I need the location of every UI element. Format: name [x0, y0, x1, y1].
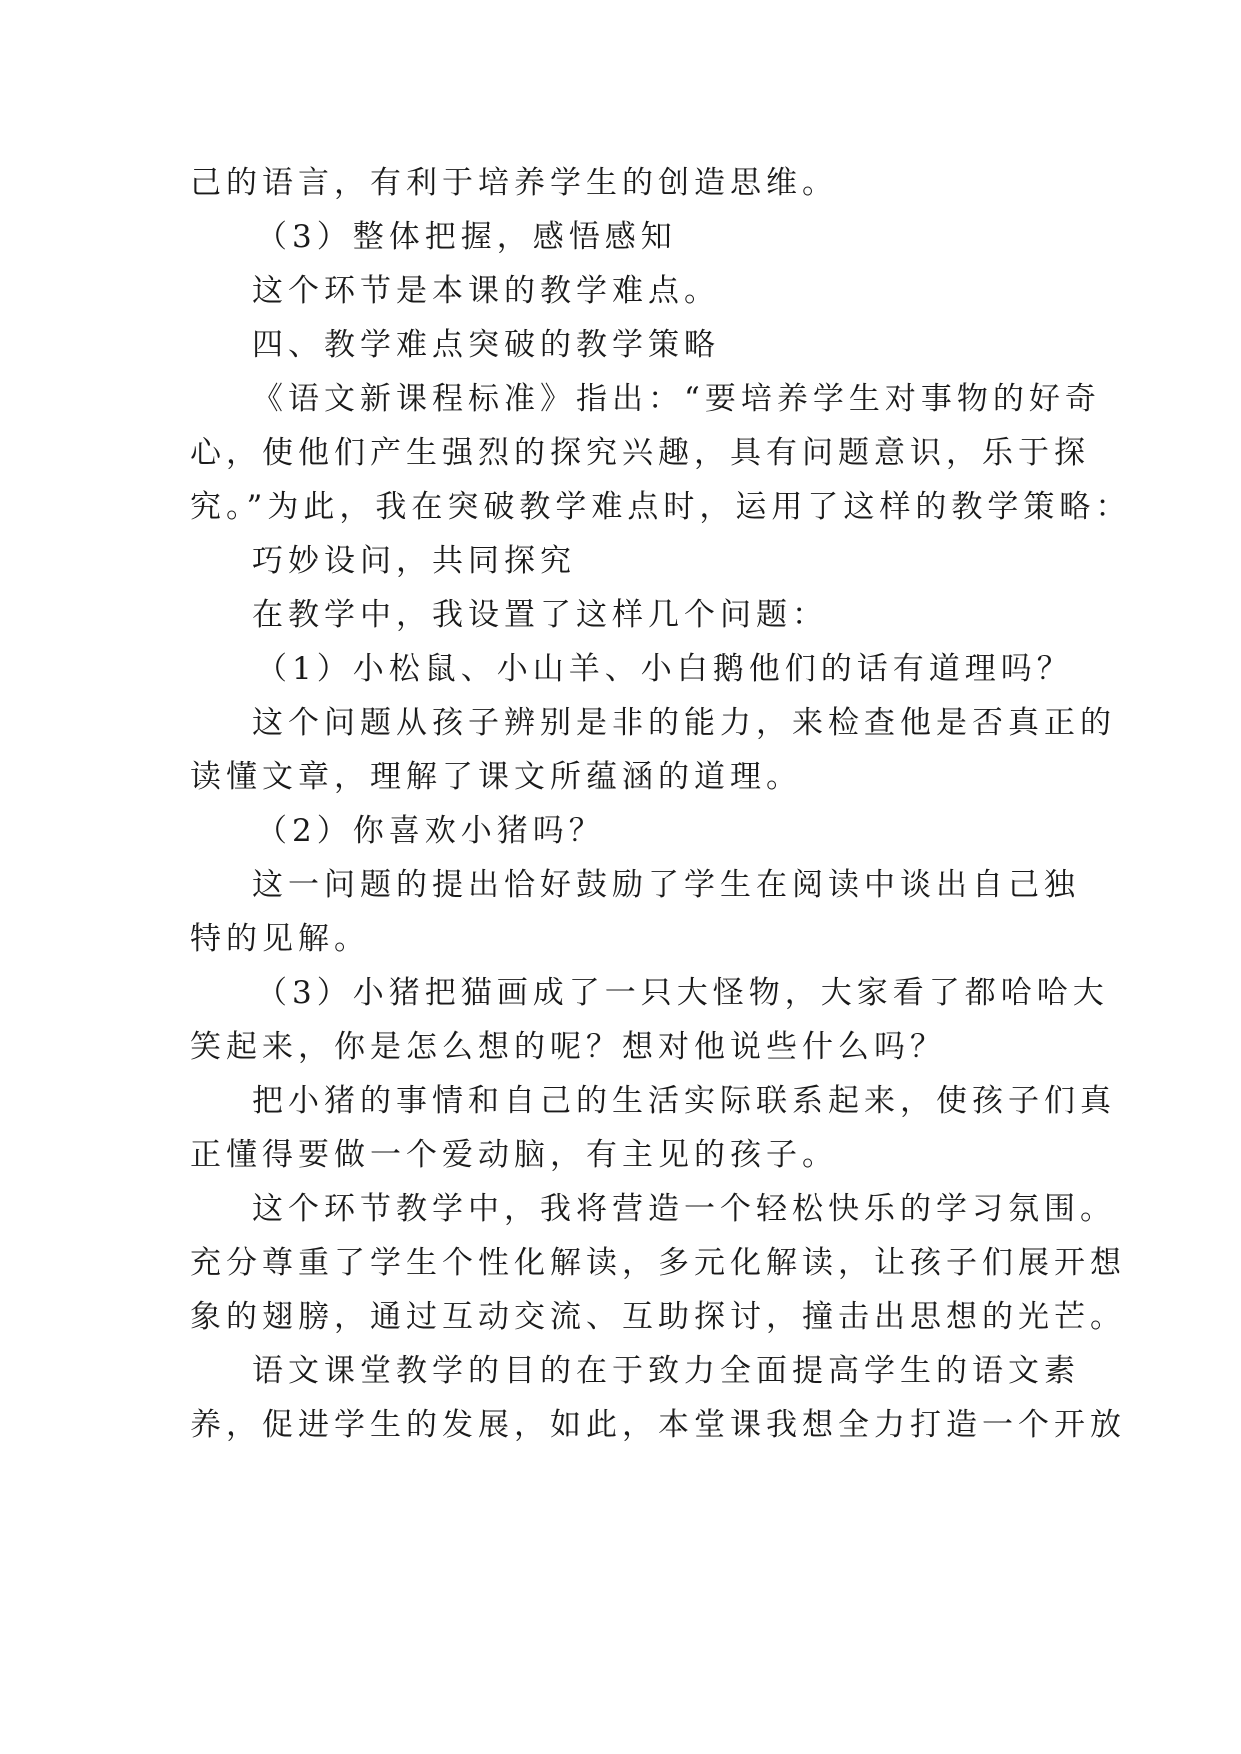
text-line: 笑起来，你是怎么想的呢？想对他说些什么吗？ [190, 1029, 946, 1065]
text-line: 这一问题的提出恰好鼓励了学生在阅读中谈出自己独 [252, 867, 1080, 903]
text-line: 究。”为此，我在突破教学难点时，运用了这样的教学策略： [190, 489, 1132, 525]
text-line: 己的语言，有利于培养学生的创造思维。 [190, 165, 838, 201]
question-line: （1）小松鼠、小山羊、小白鹅他们的话有道理吗？ [256, 651, 1073, 687]
text-line: 特的见解。 [190, 921, 370, 957]
subheading-line: （3）整体把握，感悟感知 [256, 219, 677, 255]
text-line: 心，使他们产生强烈的探究兴趣，具有问题意识，乐于探 [190, 435, 1090, 471]
question-line: （2）你喜欢小猪吗？ [256, 813, 605, 849]
text-line: 这个环节是本课的教学难点。 [252, 273, 720, 309]
text-line: 这个问题从孩子辨别是非的能力，来检查他是否真正的 [252, 705, 1116, 741]
text-line: 正懂得要做一个爱动脑，有主见的孩子。 [190, 1137, 838, 1173]
text-line: 读懂文章，理解了课文所蕴涵的道理。 [190, 759, 802, 795]
text-line: 这个环节教学中，我将营造一个轻松快乐的学习氛围。 [252, 1191, 1116, 1227]
text-line: 《语文新课程标准》指出：“要培养学生对事物的好奇 [252, 381, 1101, 417]
text-line: 象的翅膀，通过互动交流、互助探讨，撞击出思想的光芒。 [190, 1299, 1126, 1335]
text-line: 语文课堂教学的目的在于致力全面提高学生的语文素 [252, 1353, 1080, 1389]
section-heading: 四、教学难点突破的教学策略 [252, 327, 720, 363]
text-line: 在教学中，我设置了这样几个问题： [252, 597, 828, 633]
text-line: 充分尊重了学生个性化解读，多元化解读，让孩子们展开想 [190, 1245, 1126, 1281]
text-line: 养，促进学生的发展，如此，本堂课我想全力打造一个开放 [190, 1407, 1126, 1443]
subheading-line: 巧妙设问，共同探究 [252, 543, 576, 579]
text-line: 把小猪的事情和自己的生活实际联系起来，使孩子们真 [252, 1083, 1116, 1119]
question-line: （3）小猪把猫画成了一只大怪物，大家看了都哈哈大 [256, 975, 1109, 1011]
